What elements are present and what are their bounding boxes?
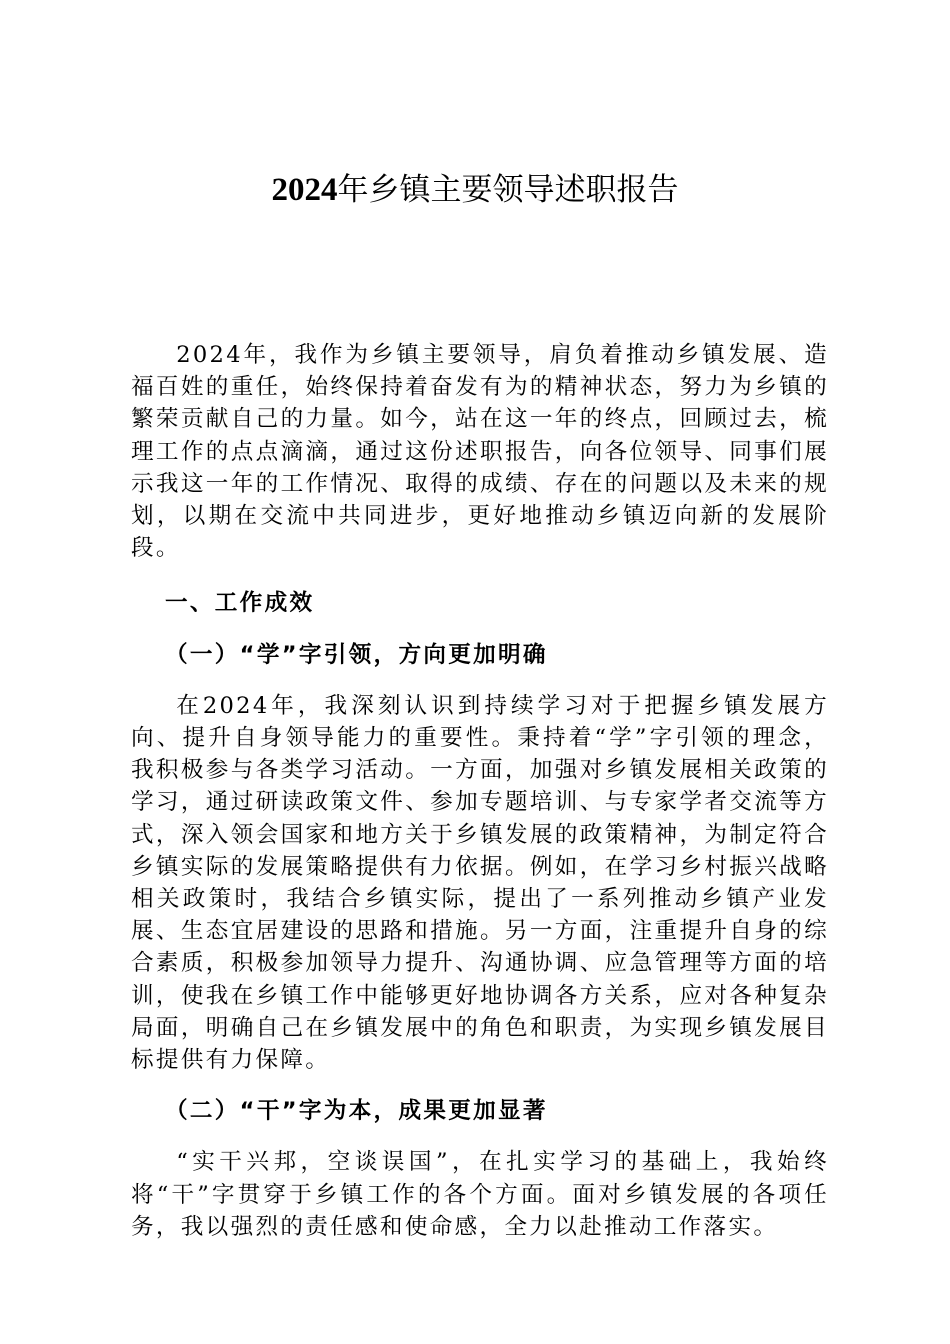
subsection-heading-action: （二）“干”字为本，成果更加显著 bbox=[165, 1098, 548, 1125]
document-title bbox=[0, 168, 950, 212]
study-paragraph: 在2024年，我深刻认识到持续学习对于把握乡镇发展方向、提升自身领导能力的重要性。秉持着“学”字引领的理念，我积极参与各类学习活动。一方面，加强对乡镇发展相关政策的学习，通过研读政策文件、参加专题培训、与专家学者交流等方式，深入领会国家和地方关于乡镇发展的政策精神，为制定符合乡镇实际的发展策略提供有力依据。例如，在学习乡村振兴战略相关政策时，我结合乡镇实际，提出了一系列推动乡镇产业发展、生态宜居建设的思路和措施。另一方面，注重提升自身的综合素质，积极参加领导力提升、沟通协调、应急管理等方面的培训，使我在乡镇工作中能够更好地协调各方关系，应对各种复杂局面，明确自己在乡镇发展中的角色和职责，为实现乡镇发展目标提供有力保障。 bbox=[131, 692, 829, 1074]
action-paragraph: “实干兴邦，空谈误国”，在扎实学习的基础上，我始终将“干”字贯穿于乡镇工作的各个方面。面对乡镇发展的各项任务，我以强烈的责任感和使命感，全力以赴推动工作落实。 bbox=[131, 1149, 829, 1240]
section-heading-work-results: 一、工作成效 bbox=[165, 590, 315, 617]
title-year: 2024 bbox=[271, 172, 338, 208]
subsection-heading-study: （一）“学”字引领，方向更加明确 bbox=[165, 641, 548, 668]
document-body bbox=[131, 339, 829, 1243]
title-text: 年乡镇主要领导述职报告 bbox=[337, 172, 679, 208]
intro-paragraph: 2024年，我作为乡镇主要领导，肩负着推动乡镇发展、造福百姓的重任，始终保持着奋发有为的精神状态，努力为乡镇的繁荣贡献自己的力量。如今，站在这一年的终点，回顾过去，梳理工作的点点滴滴，通过这份述职报告，向各位领导、同事们展示我这一年的工作情况、取得的成绩、存在的问题以及未来的规划，以期在交流中共同进步，更好地推动乡镇迈向新的发展阶段。 bbox=[131, 342, 829, 562]
